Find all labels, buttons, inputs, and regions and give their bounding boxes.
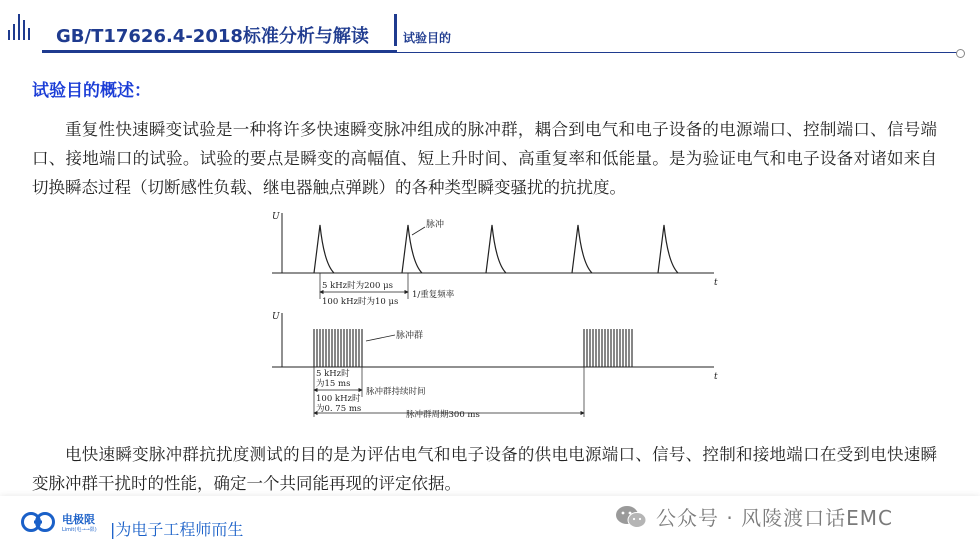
page-title: GB/T17626.4-2018标准分析与解读 [56,26,369,47]
scroll-indicator[interactable] [956,49,965,58]
header-underline [42,52,957,53]
brand-tagline: Limit(电⊸⊸限) [62,527,97,533]
paragraph-overview: 重复性快速瞬变试验是一种将许多快速瞬变脉冲组成的脉冲群，耦合到电气和电子设备的电源端口、控制端口、信号端口、接地端口的试验。试验的要点是瞬变的高幅值、短上升时间、高重复率和低能量。是为验证电气和电子设备对诸如来自切换瞬态过程（切断感性负载、继电器触点弹跳）的各种类型瞬变骚扰的抗扰度。 [32,120,937,197]
top-note-100khz: 100 kHz时为10 μs [322,297,399,307]
brand-name: 电极限 [62,513,95,526]
waveform-diagram [262,205,732,423]
bottom-x-axis-label: t [714,372,718,382]
logo-bars-icon [8,14,38,40]
page-subtitle: 试验目的 [403,31,452,45]
title-separator [394,14,397,46]
bottom-note-15ms: 为15 ms [316,379,351,389]
bottom-note-burst-period: 脉冲群周期300 ms [406,410,480,420]
eft-waveform-figure [262,205,732,423]
header [0,0,980,56]
burst-label: 脉冲群 [396,331,424,341]
watermark-text: 公众号 · 风陵渡口话EMC [656,506,893,530]
top-note-repetition: 1/重复频率 [412,290,455,300]
bottom-note-5khz: 5 kHz时 [316,369,350,379]
top-x-axis-label: t [714,278,718,288]
top-y-axis-label: U [272,212,280,222]
wechat-icon [614,504,648,530]
pulse-label: 脉冲 [426,220,445,230]
top-note-5khz: 5 kHz时为200 μs [322,281,393,291]
brand-logo-icon [20,511,56,533]
footer-slogan: |为电子工程师而生 [110,520,244,539]
bottom-note-075ms: 为0. 75 ms [316,404,362,414]
burst-plot [272,312,718,420]
pulse-train-plot [272,212,718,307]
section-title: 试验目的概述： [32,81,151,101]
bottom-note-burst-duration: 脉冲群持续时间 [366,387,426,397]
bottom-note-100khz: 100 kHz时 [316,394,361,404]
bottom-y-axis-label: U [272,312,280,322]
paragraph-purpose: 电快速瞬变脉冲群抗扰度测试的目的是为评估电气和电子设备的供电电源端口、信号、控制和接地端口在受到电快速瞬变脉冲群干扰时的性能，确定一个共同能再现的评定依据。 [32,445,937,493]
footer [0,496,980,551]
